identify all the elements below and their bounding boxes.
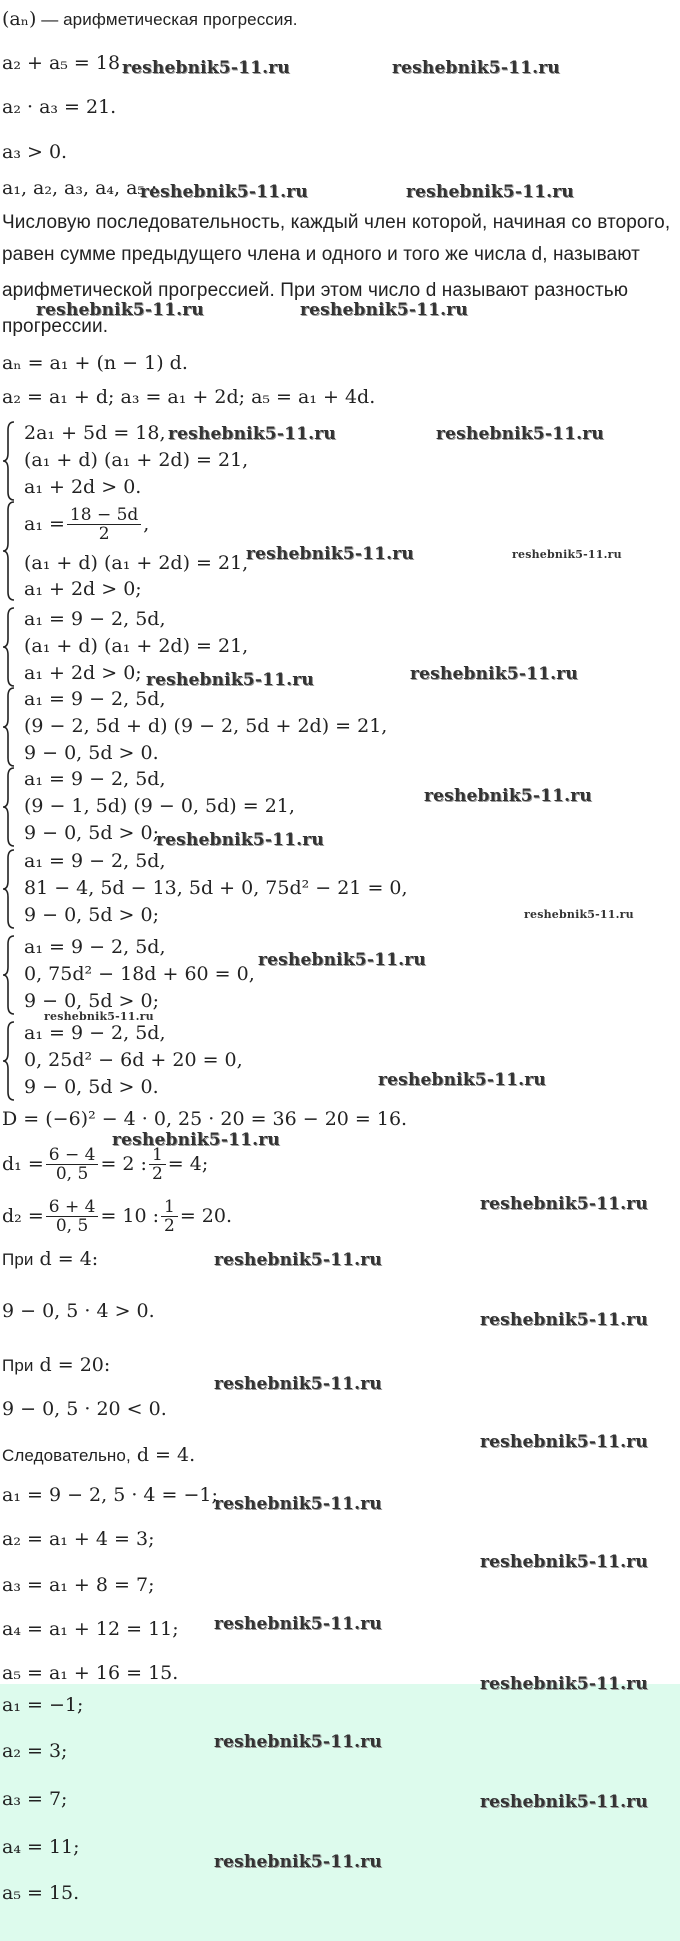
general-term-formula: aₙ = a₁ + (n − 1) d. <box>2 352 188 374</box>
system-8-ineq: 9 − 0, 5d > 0. <box>24 1076 159 1098</box>
answer-a2: a₂ = 3; <box>2 1740 68 1762</box>
discriminant: D = (−6)² − 4 · 0, 25 · 20 = 36 − 20 = 16. <box>2 1108 408 1130</box>
watermark: reshebnik5-11.ru <box>246 544 414 564</box>
system-6-eq-2: 81 − 4, 5d − 13, 5d + 0, 75d² − 21 = 0, <box>24 877 408 899</box>
fraction <box>46 1198 99 1235</box>
answer-a5: a₅ = 15. <box>2 1882 80 1904</box>
watermark: reshebnik5-11.ru <box>480 1792 648 1812</box>
condition-sum: a₂ + a₅ = 18 <box>2 52 121 74</box>
system-3-eq-2: (a₁ + d) (a₁ + 2d) = 21, <box>24 635 249 657</box>
a1-lhs: a₁ = <box>24 513 65 535</box>
fraction-numerator: 1 <box>161 1198 178 1217</box>
answer-a3: a₃ = 7; <box>2 1788 68 1810</box>
check-d20-word: При <box>2 1356 34 1375</box>
system-7-ineq: 9 − 0, 5d > 0; <box>24 990 159 1012</box>
system-8-eq-2: 0, 25d² − 6d + 20 = 0, <box>24 1049 243 1071</box>
system-2-ineq: a₁ + 2d > 0; <box>24 578 142 600</box>
check-d20-label <box>2 1354 110 1377</box>
sequence-statement <box>2 8 298 31</box>
system-6-eq-1: a₁ = 9 − 2, 5d, <box>24 850 166 872</box>
system-1-eq-2: (a₁ + d) (a₁ + 2d) = 21, <box>24 449 249 471</box>
fraction-denominator: 0, 5 <box>55 1163 89 1184</box>
watermark: reshebnik5-11.ru <box>378 1070 546 1090</box>
term-a1: a₁ = 9 − 2, 5 · 4 = −1; <box>2 1484 218 1506</box>
watermark: reshebnik5-11.ru <box>140 182 308 202</box>
condition-product: a₂ · a₃ = 21. <box>2 96 117 118</box>
sequence-description: — арифметическая прогрессия. <box>36 10 298 29</box>
left-brace-icon <box>2 686 16 768</box>
left-brace-icon <box>2 1020 16 1102</box>
watermark: reshebnik5-11.ru <box>524 908 634 921</box>
fraction-denominator: 2 <box>151 1163 163 1184</box>
watermark: reshebnik5-11.ru <box>480 1194 648 1214</box>
root-d2-mid: = 10 : <box>100 1205 160 1227</box>
watermark: reshebnik5-11.ru <box>44 1010 154 1023</box>
root-d2-value: = 20. <box>179 1205 233 1227</box>
check-d20-inequality: 9 − 0, 5 · 20 < 0. <box>2 1398 167 1420</box>
system-2-eq-1: a₁ = $\frac{18 - 5d}{2}$ , <box>24 504 150 544</box>
left-brace-icon <box>2 934 16 1016</box>
fraction-numerator: 6 + 4 <box>46 1198 99 1217</box>
system-7-eq-2: 0, 75d² − 18d + 60 = 0, <box>24 963 255 985</box>
fraction-numerator: 1 <box>149 1146 166 1165</box>
watermark: reshebnik5-11.ru <box>36 300 204 320</box>
fraction-numerator: 6 − 4 <box>46 1146 99 1165</box>
system-7-eq-1: a₁ = 9 − 2, 5d, <box>24 936 166 958</box>
system-2-eq-2: (a₁ + d) (a₁ + 2d) = 21, <box>24 552 249 574</box>
watermark: reshebnik5-11.ru <box>480 1432 648 1452</box>
system-1-eq-1: 2a₁ + 5d = 18, <box>24 422 166 444</box>
sequence-symbol: (aₙ) <box>2 8 37 30</box>
left-brace-icon <box>2 500 16 602</box>
check-d4-word: При <box>2 1250 34 1269</box>
fraction <box>161 1198 178 1235</box>
fraction <box>149 1146 166 1183</box>
watermark: reshebnik5-11.ru <box>410 664 578 684</box>
watermark: reshebnik5-11.ru <box>156 830 324 850</box>
watermark: reshebnik5-11.ru <box>512 548 622 561</box>
system-4-eq-2: (9 − 2, 5d + d) (9 − 2, 5d + 2d) = 21, <box>24 715 388 737</box>
watermark: reshebnik5-11.ru <box>480 1552 648 1572</box>
definition-line-1: Числовую последовательность, каждый член которой, начиная со второго, <box>2 212 671 233</box>
root-d1-value: = 4; <box>167 1153 209 1175</box>
system-3-ineq: a₁ + 2d > 0; <box>24 662 142 684</box>
system-5-ineq: 9 − 0, 5d > 0; <box>24 822 159 844</box>
watermark: reshebnik5-11.ru <box>214 1250 382 1270</box>
system-8-eq-1: a₁ = 9 − 2, 5d, <box>24 1022 166 1044</box>
left-brace-icon <box>2 848 16 930</box>
definition-line-2: равен сумме предыдущего члена и одного и того же числа d, называют <box>2 244 640 265</box>
system-4-eq-1: a₁ = 9 − 2, 5d, <box>24 688 166 710</box>
watermark: reshebnik5-11.ru <box>258 950 426 970</box>
watermark: reshebnik5-11.ru <box>436 424 604 444</box>
watermark: reshebnik5-11.ru <box>214 1732 382 1752</box>
watermark: reshebnik5-11.ru <box>214 1852 382 1872</box>
term-a5: a₅ = a₁ + 16 = 15. <box>2 1662 179 1684</box>
conclusion <box>2 1444 195 1467</box>
answer-a4: a₄ = 11; <box>2 1836 80 1858</box>
watermark: reshebnik5-11.ru <box>406 182 574 202</box>
term-a3: a₃ = a₁ + 8 = 7; <box>2 1574 155 1596</box>
check-d4-inequality: 9 − 0, 5 · 4 > 0. <box>2 1300 155 1322</box>
fraction <box>46 1146 99 1183</box>
definition-line-4: прогрессии. <box>2 316 109 337</box>
system-5-eq-2: (9 − 1, 5d) (9 − 0, 5d) = 21, <box>24 795 295 817</box>
answer-a1: a₁ = −1; <box>2 1694 84 1716</box>
watermark: reshebnik5-11.ru <box>480 1310 648 1330</box>
conclusion-math: d = 4. <box>136 1444 196 1466</box>
check-d20-math: d = 20: <box>39 1354 111 1376</box>
fraction <box>67 506 141 543</box>
terms-to-find: a₁, a₂, a₃, a₄, a₅ · <box>2 177 158 199</box>
condition-positive: a₃ > 0. <box>2 141 68 163</box>
watermark: reshebnik5-11.ru <box>214 1614 382 1634</box>
watermark: reshebnik5-11.ru <box>424 786 592 806</box>
watermark: reshebnik5-11.ru <box>300 300 468 320</box>
system-3-eq-1: a₁ = 9 − 2, 5d, <box>24 608 166 630</box>
root-d1-mid: = 2 : <box>100 1153 147 1175</box>
fraction-denominator: 0, 5 <box>55 1215 89 1236</box>
term-a4: a₄ = a₁ + 12 = 11; <box>2 1618 179 1640</box>
terms-through-a1: a₂ = a₁ + d; a₃ = a₁ + 2d; a₅ = a₁ + 4d. <box>2 386 376 408</box>
system-1-ineq: a₁ + 2d > 0. <box>24 476 142 498</box>
fraction-denominator: 2 <box>164 1215 175 1236</box>
fraction-denominator: 2 <box>98 523 110 544</box>
root-d1-lhs: d₁ = <box>2 1153 44 1175</box>
conclusion-word: Следовательно, <box>2 1446 131 1465</box>
watermark: reshebnik5-11.ru <box>214 1494 382 1514</box>
fraction-numerator: 18 − 5d <box>67 506 141 525</box>
check-d4-label <box>2 1248 98 1271</box>
watermark: reshebnik5-11.ru <box>112 1130 280 1150</box>
watermark: reshebnik5-11.ru <box>168 424 336 444</box>
watermark: reshebnik5-11.ru <box>122 58 290 78</box>
system-6-ineq: 9 − 0, 5d > 0; <box>24 904 159 926</box>
left-brace-icon <box>2 420 16 502</box>
watermark: reshebnik5-11.ru <box>214 1374 382 1394</box>
left-brace-icon <box>2 606 16 688</box>
left-brace-icon <box>2 766 16 848</box>
root-d2-lhs: d₂ = <box>2 1205 44 1227</box>
system-5-eq-1: a₁ = 9 − 2, 5d, <box>24 768 166 790</box>
answer-box <box>0 1684 680 1941</box>
definition-line-3: арифметической прогрессией. При этом число d называют разностью <box>2 280 629 301</box>
watermark: reshebnik5-11.ru <box>392 58 560 78</box>
root-d2 <box>2 1194 232 1238</box>
watermark: reshebnik5-11.ru <box>146 670 314 690</box>
term-a2: a₂ = a₁ + 4 = 3; <box>2 1528 155 1550</box>
check-d4-math: d = 4: <box>39 1248 99 1270</box>
watermark: reshebnik5-11.ru <box>480 1674 648 1694</box>
system-4-ineq: 9 − 0, 5d > 0. <box>24 742 159 764</box>
